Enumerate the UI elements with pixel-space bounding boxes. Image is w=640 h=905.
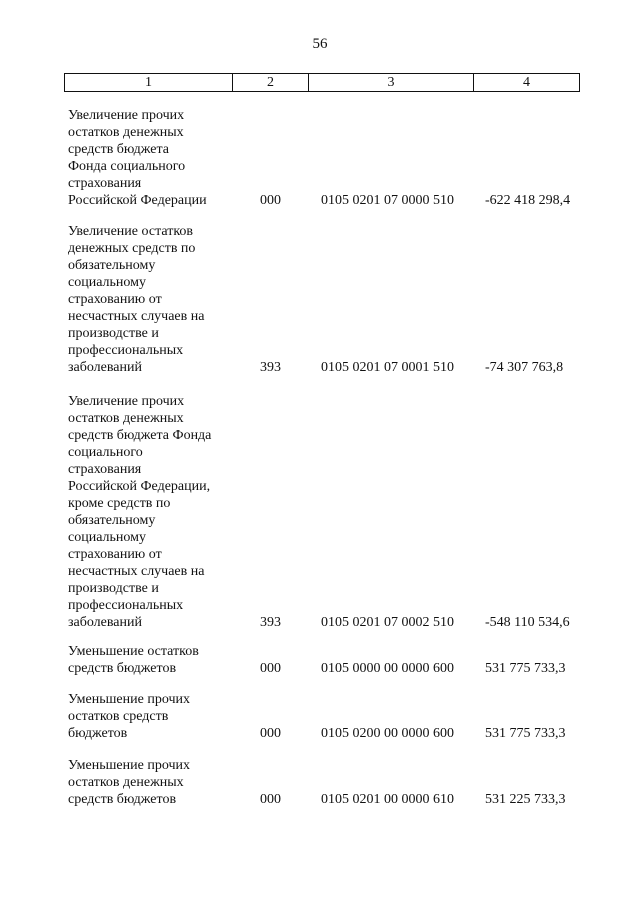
row-code: 000 xyxy=(260,193,281,208)
table-row xyxy=(0,221,640,376)
row-code: 000 xyxy=(260,661,281,676)
page-number: 56 xyxy=(312,36,328,52)
row-code: 393 xyxy=(260,615,281,630)
row-code: 393 xyxy=(260,360,281,375)
table-header xyxy=(64,73,580,92)
row-amount: -548 110 534,6 xyxy=(485,615,570,630)
header-col-4: 4 xyxy=(523,75,530,90)
row-kbk: 0105 0201 07 0000 510 xyxy=(321,193,454,208)
row-kbk: 0105 0201 00 0000 610 xyxy=(321,792,454,807)
header-col-1: 1 xyxy=(65,74,233,91)
table-row xyxy=(0,392,640,631)
row-description: Увеличение прочих остатков денежных средств бюджета Фонда социального страхования Российской Федерации xyxy=(68,108,207,208)
row-description: Уменьшение остатков средств бюджетов xyxy=(68,644,199,676)
table-row xyxy=(0,757,640,808)
row-code: 000 xyxy=(260,792,281,807)
row-kbk: 0105 0200 00 0000 600 xyxy=(321,726,454,741)
row-amount: -622 418 298,4 xyxy=(485,193,571,208)
header-col-2: 2 xyxy=(233,74,309,91)
row-description: Увеличение остатков денежных средств по обязательному социальному страхованию от несчастных случаев на производстве и профессиональных заболеваний xyxy=(68,224,205,375)
row-code: 000 xyxy=(260,726,281,741)
row-amount: -74 307 763,8 xyxy=(485,360,564,375)
row-kbk: 0105 0201 07 0001 510 xyxy=(321,360,454,375)
row-kbk: 0105 0000 00 0000 600 xyxy=(321,661,454,676)
table-row xyxy=(0,691,640,742)
row-description: Уменьшение прочих остатков денежных средств бюджетов xyxy=(68,758,190,807)
row-amount: 531 775 733,3 xyxy=(485,661,566,676)
table-row xyxy=(0,105,640,209)
row-description: Уменьшение прочих остатков средств бюджетов xyxy=(68,692,190,741)
row-kbk: 0105 0201 07 0002 510 xyxy=(321,615,454,630)
table-row xyxy=(0,643,640,677)
row-amount: 531 225 733,3 xyxy=(485,792,566,807)
row-description: Увеличение прочих остатков денежных средств бюджета Фонда социального страхования Российской Федерации, кроме средств по обязательному социальному страхованию от несчастных случаев на производстве и профессиональных заболеваний xyxy=(68,394,212,630)
row-amount: 531 775 733,3 xyxy=(485,726,566,741)
header-col-3: 3 xyxy=(309,74,474,91)
